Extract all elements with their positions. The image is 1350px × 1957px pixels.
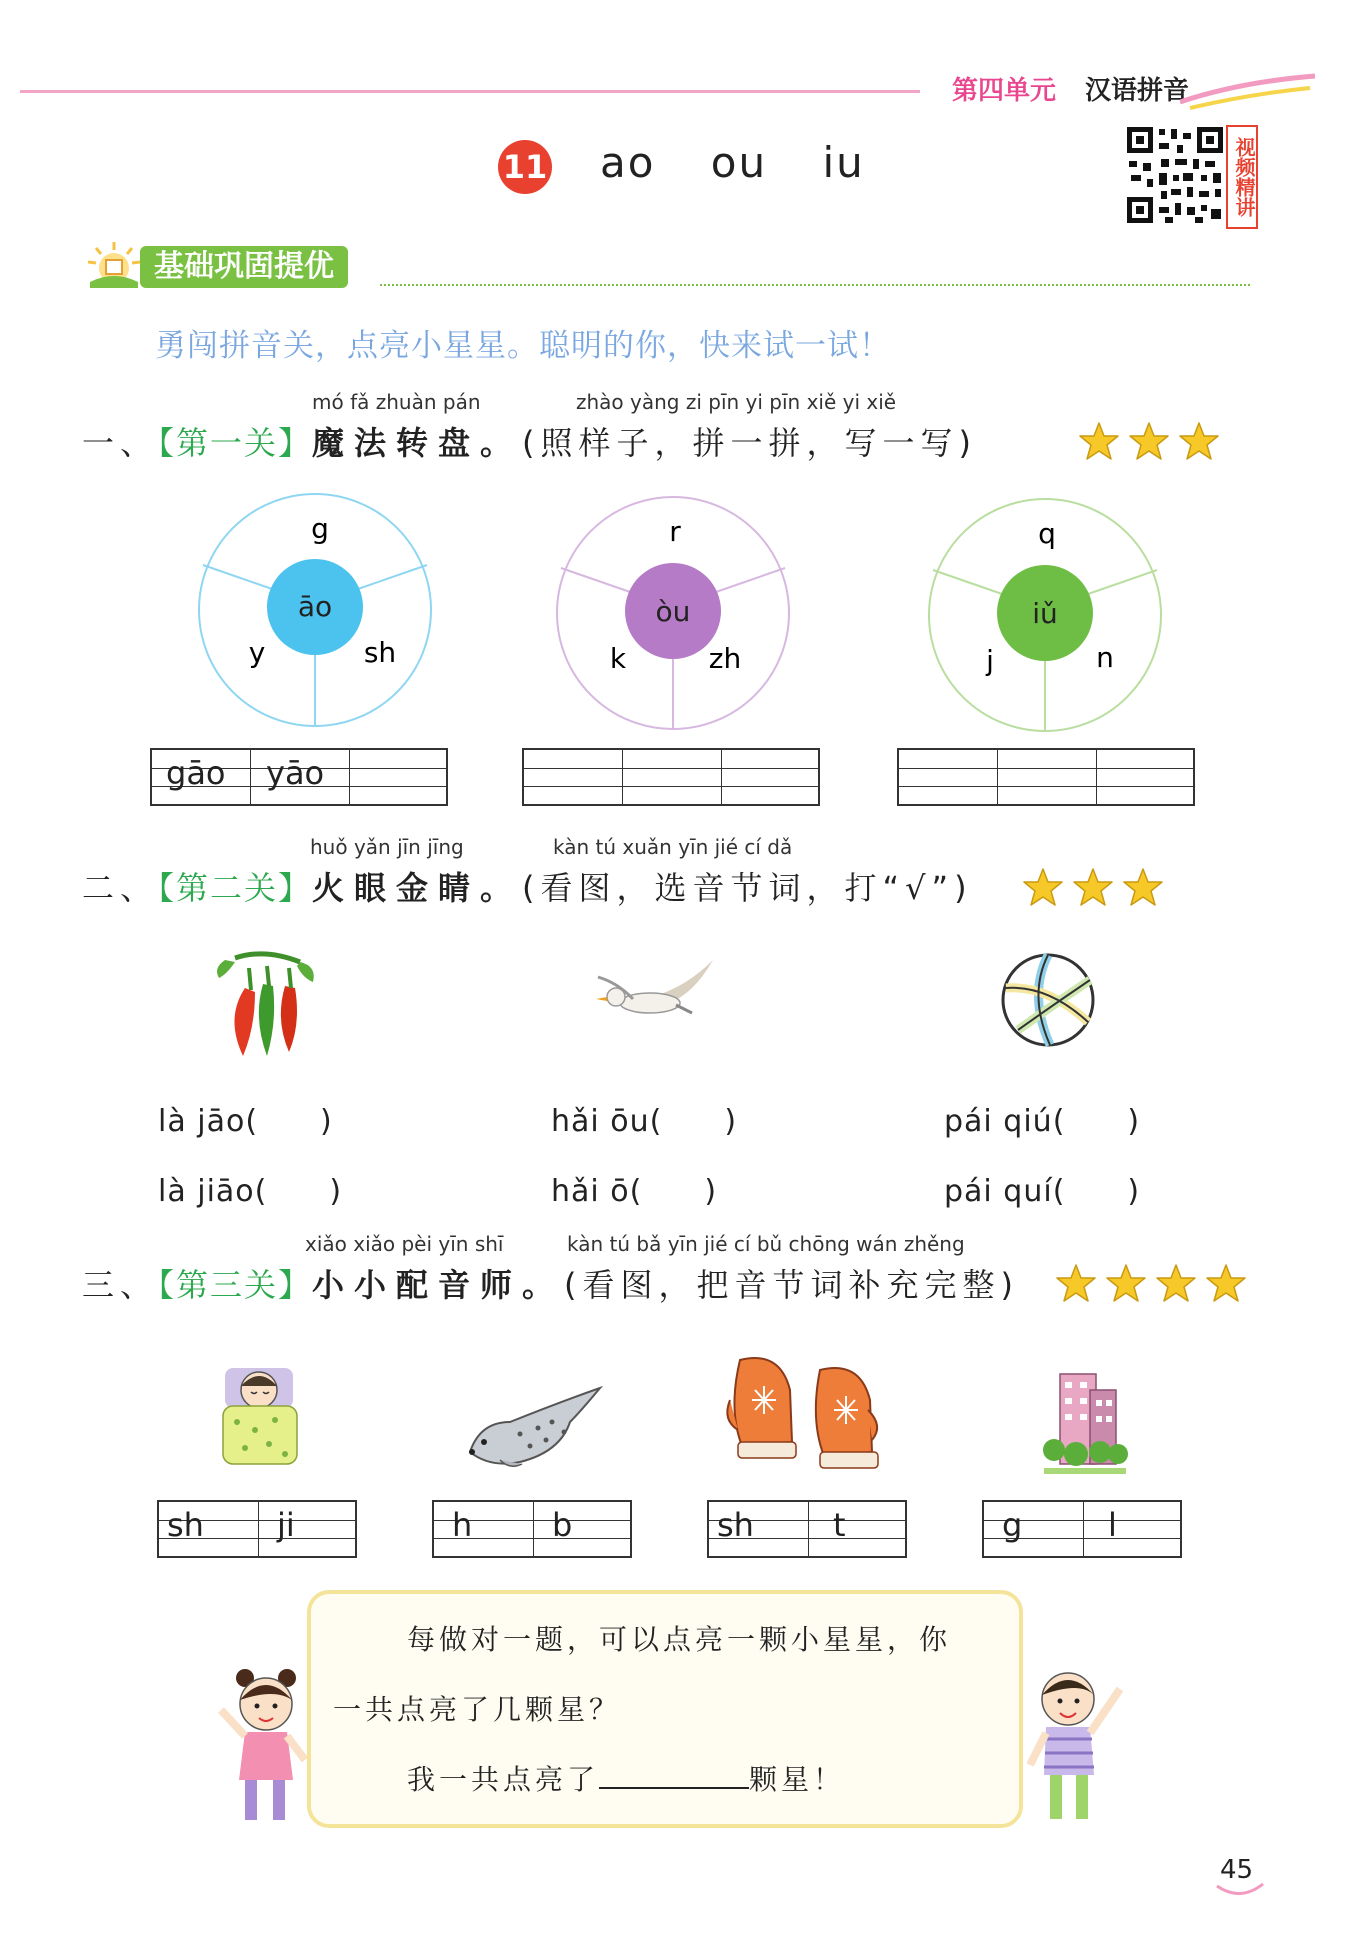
q3-answer-grid-4[interactable] [982,1500,1182,1558]
q3-grid-1-second: ji [277,1506,295,1544]
boy-illustration [1020,1655,1130,1830]
wheel-1-center: āo [297,590,333,623]
video-tag[interactable]: 视频精讲 [1226,125,1258,229]
q3-answer-grid-2[interactable] [432,1500,632,1558]
q3-grid-2-second: b [552,1506,573,1544]
wheel-1 [195,490,435,734]
q3-grid-1-first: sh [167,1506,204,1544]
q3-star-icon[interactable] [1105,1262,1147,1304]
subject-label: 汉语拼音 [1085,76,1190,106]
q2-option-2a[interactable]: hǎi ōu( ) [551,1104,738,1139]
q2-star-icon[interactable] [1072,866,1114,908]
q2-prefix: 二、 [82,869,159,907]
wheel-3-right: n [1096,641,1114,674]
star-count-answer-blank[interactable] [599,1765,749,1789]
q1-star-icon[interactable] [1128,420,1170,462]
qr-code-icon[interactable] [1125,125,1225,225]
unit-label: 第四单元 [952,76,1057,106]
q3-grid-4-first: g [1002,1506,1023,1544]
q2-option-1b[interactable]: là jiāo( ) [158,1174,343,1209]
page-number-swoosh [1215,1880,1265,1900]
q1-heading [82,418,977,464]
wheel-2-graphic [553,493,793,733]
q2-level: 【第二关】 [158,869,313,907]
q3-grid-3-first: sh [717,1506,754,1544]
q2-instruction-pinyin: kàn tú xuǎn yīn jié cí dǎ [553,835,793,859]
header-rule [20,90,920,93]
q3-answer-grid-3[interactable] [707,1500,907,1558]
girl-illustration [215,1660,315,1830]
sun-box-icon [84,240,144,290]
q1-instruction-pinyin: zhào yàng zi pīn yi pīn xiě yi xiě [576,390,897,414]
q1-star-icon[interactable] [1078,420,1120,462]
header-swoosh-decoration [1180,72,1320,110]
q2-title-pinyin: huǒ yǎn jīn jīng [310,835,464,859]
q1-prefix: 一、 [82,424,159,462]
q3-prefix: 三、 [82,1266,159,1304]
q3-star-icon[interactable] [1155,1262,1197,1304]
wheel-3-top: q [1038,517,1056,550]
q1-instruction: (照样子，拼一拼，写一写) [522,424,978,462]
q3-heading [82,1260,1019,1306]
q2-star-icon[interactable] [1122,866,1164,908]
section-banner: 基础巩固提优 [140,246,348,288]
wheel-2 [553,493,793,737]
chili-pepper-image [205,948,325,1060]
q2-option-3b[interactable]: pái quí( ) [944,1174,1141,1209]
q3-instruction-pinyin: kàn tú bǎ yīn jié cí bǔ chōng wán zhěng [567,1232,965,1256]
wheel-2-top: r [669,515,681,548]
q1-example-1: gāo [166,754,226,792]
wheel-1-top: g [311,512,329,545]
q1-level: 【第一关】 [158,424,313,462]
q3-stars [1055,1262,1247,1304]
q2-heading [82,863,973,909]
wheel-1-right: sh [363,636,397,669]
seagull-image [588,955,718,1035]
q1-answer-grid-3[interactable] [897,748,1195,806]
sleeping-child-image [215,1360,305,1470]
page-number: 45 [1220,1855,1254,1885]
q2-instruction: (看图，选音节词，打“√”) [522,869,973,907]
q3-level: 【第三关】 [158,1266,313,1304]
lesson-number-badge: 11 [498,140,552,194]
q3-star-icon[interactable] [1205,1262,1247,1304]
intro-text: 勇闯拼音关，点亮小星星。聪明的你，快来试一试！ [155,328,891,364]
gloves-image [720,1350,890,1475]
wheel-1-graphic [195,490,435,730]
q3-title: 小小配音师。 [312,1266,565,1304]
seal-image [460,1382,610,1472]
wheel-3-center: iǔ [1032,597,1058,630]
q1-stars [1078,420,1220,462]
wheel-2-left: k [609,642,627,675]
q3-title-pinyin: xiǎo xiǎo pèi yīn shī [305,1232,504,1256]
q2-option-1a[interactable]: là jāo( ) [158,1104,333,1139]
q1-title-pinyin: mó fǎ zhuàn pán [312,390,481,414]
bubble-line-3-before: 我一共点亮了 [407,1763,600,1796]
volleyball-image [998,950,1098,1050]
q2-option-2b[interactable]: hǎi ō( ) [551,1174,718,1209]
q3-instruction: (看图，把音节词补充完整) [564,1266,1020,1304]
q1-answer-grid-1[interactable] [150,748,448,806]
q3-grid-4-second: l [1108,1506,1117,1544]
q1-example-2: yāo [266,754,325,792]
bubble-line-3-after: 颗星！ [749,1763,846,1796]
wheel-2-right: zh [708,642,742,675]
lesson-title: ao ou iu [600,138,865,187]
wheel-3-left: j [986,644,994,677]
q2-star-icon[interactable] [1022,866,1064,908]
wheel-2-center: òu [655,595,691,628]
section-rule [380,284,1250,286]
q1-title: 魔法转盘。 [312,424,523,462]
q1-star-icon[interactable] [1178,420,1220,462]
q2-title: 火眼金睛。 [312,869,523,907]
bubble-line-2: 一共点亮了几颗星？ [333,1693,622,1726]
q2-option-3a[interactable]: pái qiú( ) [944,1104,1141,1139]
q3-grid-2-first: h [452,1506,473,1544]
wheel-3-graphic [925,495,1165,735]
bubble-line-3 [407,1758,845,1798]
q3-answer-grid-1[interactable] [157,1500,357,1558]
wheel-1-left: y [248,636,266,669]
q2-stars [1022,866,1164,908]
q1-answer-grid-2[interactable] [522,748,820,806]
q3-star-icon[interactable] [1055,1262,1097,1304]
tall-building-image [1040,1368,1130,1476]
bubble-line-1: 每做对一题，可以点亮一颗小星星，你 [407,1623,952,1656]
wheel-3 [925,495,1165,739]
q3-grid-3-second: t [833,1506,846,1544]
